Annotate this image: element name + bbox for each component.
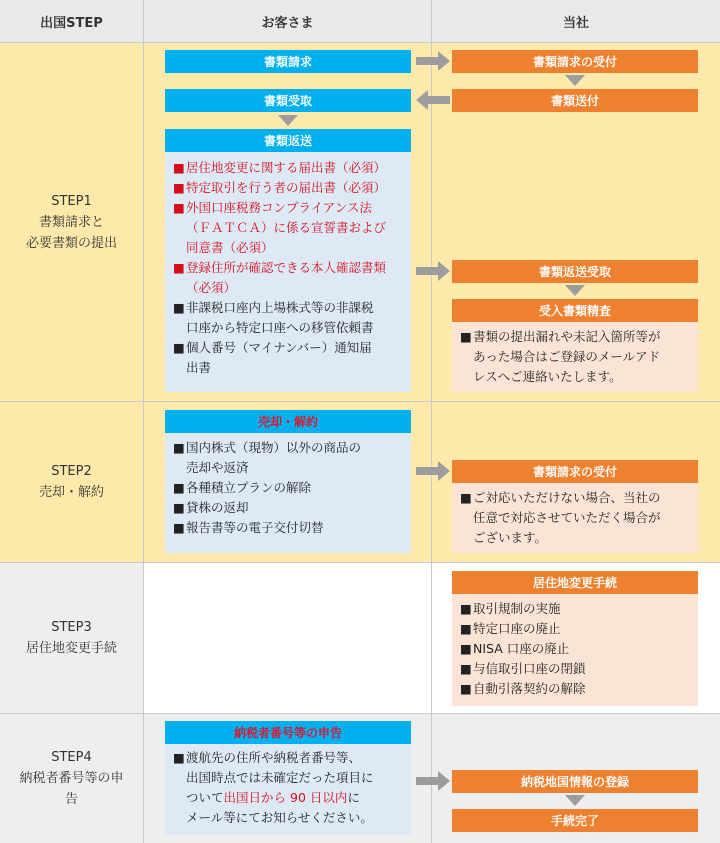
sell-cancel-panel [165,433,411,553]
step3-label-line: STEP3 [51,620,92,635]
document-line: （ＦＡＴＣＡ）に係る宣誓書および [186,220,387,235]
tax-country-register-bar: 納税地国情報の登録 [452,770,698,793]
sell-item-line: 国内株式（現物）以外の商品の [186,440,362,455]
bullet-icon: ■ [173,300,185,315]
note-line: 出国時点では未確定だった項目に [186,770,374,785]
arrow-down-icon [565,75,585,86]
bullet-icon: ■ [173,480,185,495]
customer-receive-bar: 書類受取 [165,89,411,112]
note-line: レスへご連絡いたします。 [473,369,622,384]
residence-item [460,639,694,659]
arrow-left-icon [416,90,450,110]
company-review-bar: 受入書類精査 [452,299,698,322]
sell-item [173,498,407,518]
bullet-icon: ■ [460,621,472,636]
step2-note-panel [452,483,698,553]
taxpayer-note [173,748,407,828]
document-item [173,158,407,178]
step1-label-line: 書類請求と [38,214,104,230]
bullet-icon: ■ [460,490,472,505]
note-line: ご対応いただけない場合、当社の [473,490,661,505]
step2-label [0,402,143,562]
residence-change-bar: 居住地変更手続 [452,571,698,594]
bullet-icon: ■ [460,681,472,696]
residence-change-panel [452,594,698,706]
customer-request-bar: 書類請求 [165,50,411,73]
step3-label-line: 居住地変更手続 [25,641,117,656]
bullet-icon: ■ [460,601,472,616]
document-line: 口座から特定口座への移管依頼書 [186,320,374,335]
bullet-icon: ■ [173,750,185,765]
document-line: 居住地変更に関する届出書（必須） [186,160,387,175]
document-line: 同意書（必須） [186,240,274,255]
company-send-bar: 書類送付 [452,89,698,112]
step2-request-received-bar: 書類請求の受付 [452,460,698,483]
document-item [173,298,407,338]
step1-label [0,43,143,401]
step2-label-line: STEP2 [51,464,92,479]
step1-label-line: STEP1 [51,193,92,209]
step2-label-line: 売却・解約 [38,485,104,500]
document-item [173,198,407,258]
document-line: 個人番号（マイナンバー）通知届 [186,340,372,355]
document-line: 登録住所が確認できる本人確認書類 [186,260,387,275]
sell-item-line: 各種積立プランの解除 [186,480,312,495]
sell-item-line: 貸株の返却 [186,500,249,515]
header-step: 出国STEP [0,0,143,42]
bullet-icon: ■ [460,661,472,676]
step4-label-line: 納税者番号等の申 [19,771,124,786]
document-line: 出書 [186,360,212,375]
arrow-right-icon [416,771,450,791]
taxpayer-note-panel [165,744,411,835]
note-line: 任意で対応させていただく場合が [473,510,661,525]
company-request-received-bar: 書類請求の受付 [452,50,698,73]
residence-item-text: NISA 口座の廃止 [473,641,570,656]
step4-label-line: STEP4 [51,750,92,765]
required-documents-panel [165,152,411,392]
bullet-icon: ■ [460,641,472,656]
note-line: ございます。 [473,530,548,545]
sell-item [173,438,407,478]
sell-item [173,478,407,498]
taxpayer-number-bar [165,721,411,744]
arrow-down-icon [565,285,585,296]
sell-item-line: 売却や返済 [186,460,249,475]
residence-item [460,599,694,619]
taxpayer-number-title: 納税者番号等の申告 [233,726,342,740]
step3-customer-cell [144,563,431,713]
procedure-complete-bar: 手続完了 [452,809,698,832]
customer-return-bar: 書類返送 [165,129,411,152]
bullet-icon: ■ [173,160,185,175]
step2-note [460,488,694,548]
step4-label [0,714,143,843]
review-note-panel [452,322,698,392]
sell-item-line: 報告書等の電子交付切替 [186,520,324,535]
arrow-down-icon [278,115,298,126]
document-item [173,258,407,298]
bullet-icon: ■ [173,520,185,535]
grid-line [431,0,432,843]
bullet-icon: ■ [173,340,185,355]
residence-item-text: 取引規制の実施 [473,601,561,616]
residence-item [460,679,694,699]
header-customer: お客さま [144,0,431,42]
document-line: 非課税口座内上場株式等の非課税 [186,300,374,315]
note-line: ついて出国日から 90 日以内に [186,790,360,805]
residence-item-text: 特定口座の廃止 [473,621,561,636]
grid-line [143,0,144,843]
review-note [460,327,694,387]
bullet-icon: ■ [173,180,185,195]
note-line: あった場合はご登録のメールアド [473,349,661,364]
note-line: メール等にてお知らせください。 [186,810,373,825]
residence-item [460,619,694,639]
document-line: （必須） [186,280,237,295]
header-company: 当社 [432,0,720,42]
arrow-right-icon [416,261,450,281]
bullet-icon: ■ [460,329,472,344]
document-line: 外国口座税務コンプライアンス法 [186,200,372,215]
bullet-icon: ■ [173,500,185,515]
bullet-icon: ■ [173,260,185,275]
deadline-text: 出国日から 90 日以内 [223,790,348,805]
step4-label-line: 告 [64,792,78,807]
step3-label [0,563,143,713]
sell-cancel-bar [165,410,411,433]
residence-item-text: 与信取引口座の閉鎖 [473,661,586,676]
company-return-received-bar: 書類返送受取 [452,260,698,283]
residence-item [460,659,694,679]
arrow-down-icon [565,795,585,806]
sell-item [173,518,407,538]
step1-label-line: 必要書類の提出 [25,235,117,251]
bullet-icon: ■ [173,200,185,215]
note-line: 渡航先の住所や納税者番号等、 [186,750,362,765]
arrow-right-icon [416,461,450,481]
document-item [173,178,407,198]
document-line: 特定取引を行う者の届出書（必須） [186,180,387,195]
residence-item-text: 自動引落契約の解除 [473,681,586,696]
document-item [173,338,407,378]
arrow-right-icon [416,51,450,71]
bullet-icon: ■ [173,440,185,455]
note-line: 書類の提出漏れや未記入箇所等が [473,329,661,344]
sell-cancel-title: 売却・解約 [257,415,318,429]
